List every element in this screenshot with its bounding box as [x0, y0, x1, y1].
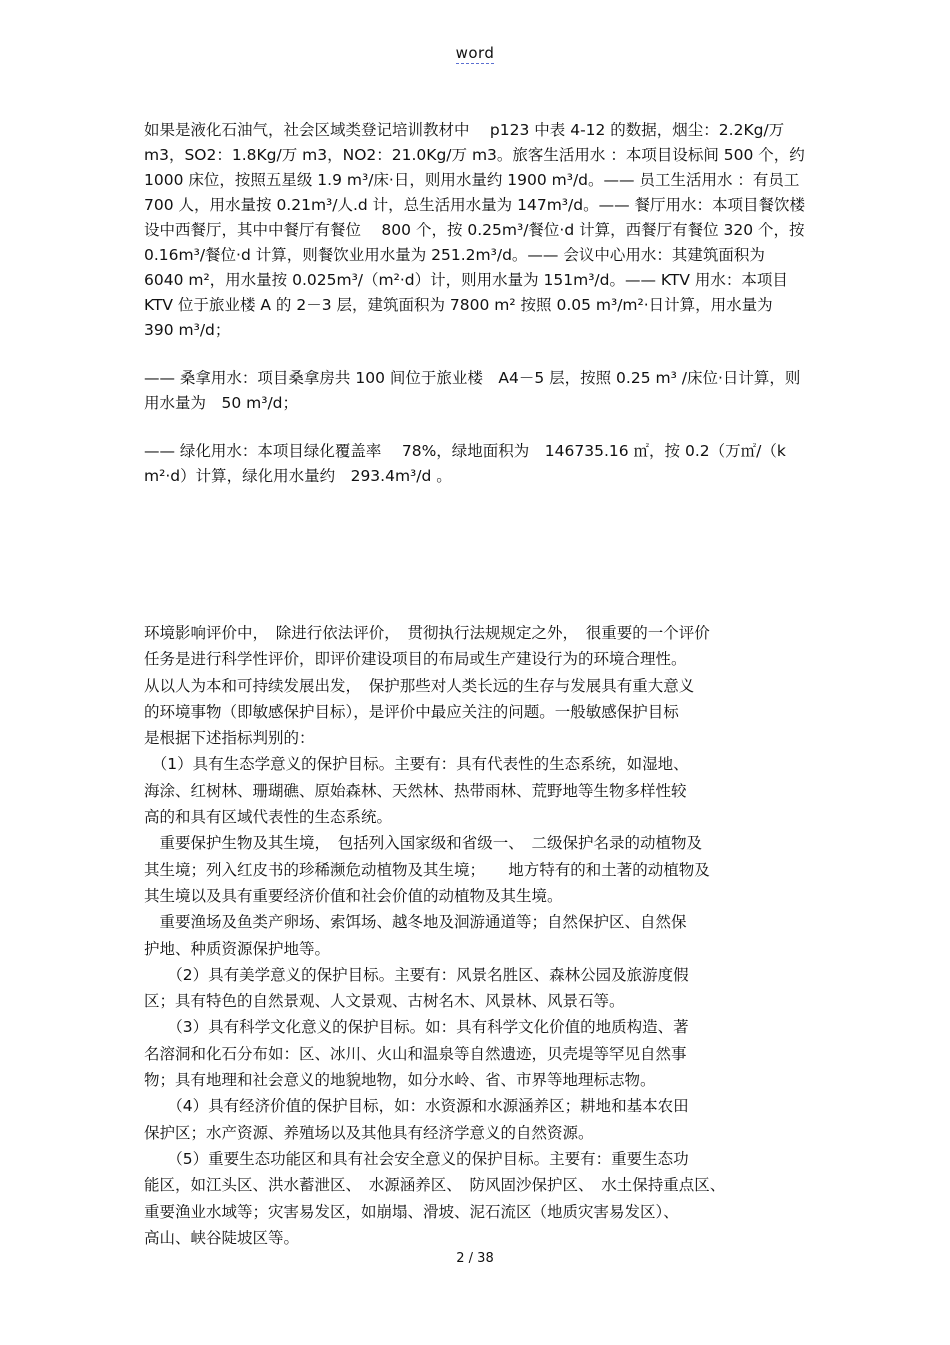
text-line: 重要保护生物及其生境， 包括列入国家级和省级一、 二级保护名录的动植物及: [144, 834, 703, 853]
text-line: 从以人为本和可持续发展出发， 保护那些对人类长远的生存与发展具有重大意义: [144, 676, 695, 695]
sensitive-targets-section: [144, 620, 814, 1251]
text-line: 高山、峡谷陡坡区等。: [144, 1228, 300, 1247]
text-line: 保护区；水产资源、养殖场以及其他具有经济学意义的自然资源。: [144, 1123, 594, 1142]
text-line: （5）重要生态功能区和具有社会安全意义的保护目标。主要有：重要生态功: [144, 1149, 689, 1168]
text-line: 的环境事物（即敏感保护目标），是评价中最应关注的问题。一般敏感保护目标: [144, 702, 679, 721]
text-line: 重要渔场及鱼类产卵场、索饵场、越冬地及洄游通道等；自然保护区、自然保: [144, 913, 687, 932]
text-line: 海涂、红树林、珊瑚礁、原始森林、天然林、热带雨林、荒野地等生物多样性较: [144, 781, 687, 800]
text-line: 任务是进行科学性评价，即评价建设项目的布局或生产建设行为的环境合理性。: [144, 650, 687, 669]
paragraph-sauna-water: —— 桑拿用水：项目桑拿房共 100 间位于旅业楼 A4－5 层，按照 0.25 m³ /床位·日计算，则用水量为 50 m³/d；: [144, 369, 801, 412]
paragraph-gap: [144, 416, 814, 439]
text-line: 护地、种质资源保护地等。: [144, 939, 331, 958]
water-usage-section: [144, 118, 814, 489]
text-line: （3）具有科学文化意义的保护目标。如：具有科学文化价值的地质构造、著: [144, 1018, 689, 1037]
paragraph-water-usage: 如果是液化石油气，社会区域类登记培训教材中 p123 中表 4-12 的数据，烟尘：2.2Kg/万 m3，SO2：1.8Kg/万 m3，NO2：21.0Kg/万 m3。旅客生活用水 ：本项目设标间 500 个，约 1000 床位，按照五星级 1.9 m³/床·日，则用水量约 1900 m³/d。—— 员工生活用水 ：有员工 700 人，用水量按 0.21m³/人.d 计，总生活用水量为 147m³/d。—— 餐厅用水：本项目餐饮楼设中西餐厅，其中中餐厅有餐位 800 个，按 0.25m³/餐位·d 计算，西餐厅有餐位 320 个，按 0.16m³/餐位·d 计算，则餐饮业用水量为 251.2m³/d。—— 会议中心用水：其建筑面积为 6040 m²，用水量按 0.025m³/（m²·d）计，则用水量为 151m³/d。—— KTV 用水：本项目 KTV 位于旅业楼 A 的 2－3 层，建筑面积为 7800 m² 按照 0.05 m³/m²·日计算，用水量为 390 m³/d；: [144, 121, 805, 339]
text-line: 区；具有特色的自然景观、人文景观、古树名木、风景林、风景石等。: [144, 992, 625, 1011]
text-line: 是根据下述指标判别的：: [144, 729, 315, 748]
text-line: 其生境以及具有重要经济价值和社会价值的动植物及其生境。: [144, 886, 563, 905]
page-number: 2 / 38: [456, 1251, 494, 1266]
text-line: 名溶洞和化石分布如：区、冰川、火山和温泉等自然遗迹，贝壳堤等罕见自然事: [144, 1044, 687, 1063]
text-line: 重要渔业水域等；灾害易发区，如崩塌、滑坡、泥石流区（地质灾害易发区）、: [144, 1202, 679, 1221]
text-line: 高的和具有区域代表性的生态系统。: [144, 808, 393, 827]
paragraph-greening-water: —— 绿化用水：本项目绿化覆盖率 78%，绿地面积为 146735.16 ㎡，按 0.2（万㎡/（k m²·d）计算，绿化用水量约 293.4m³/d 。: [144, 442, 786, 485]
text-line: 物；具有地理和社会意义的地貌地物，如分水岭、省、市界等地理标志物。: [144, 1071, 656, 1090]
text-line: （1）具有生态学意义的保护目标。主要有：具有代表性的生态系统，如湿地、: [144, 755, 689, 774]
text-line: 环境影响评价中， 除进行依法评价， 贯彻执行法规规定之外， 很重要的一个评价: [144, 624, 710, 642]
text-line: （4）具有经济价值的保护目标，如：水资源和水源涵养区；耕地和基本农田: [144, 1097, 689, 1116]
text-line: 其生境；列入红皮书的珍稀濒危动植物及其生境； 地方特有的和土著的动植物及: [144, 860, 710, 879]
text-line: （2）具有美学意义的保护目标。主要有：风景名胜区、森林公园及旅游度假: [144, 965, 689, 984]
header-title: word: [455, 44, 495, 62]
paragraph-gap: [144, 343, 814, 366]
text-line: 能区，如江头区、洪水蓄泄区、 水源涵养区、 防风固沙保护区、 水土保持重点区、: [144, 1176, 726, 1195]
page-header: [0, 44, 950, 62]
